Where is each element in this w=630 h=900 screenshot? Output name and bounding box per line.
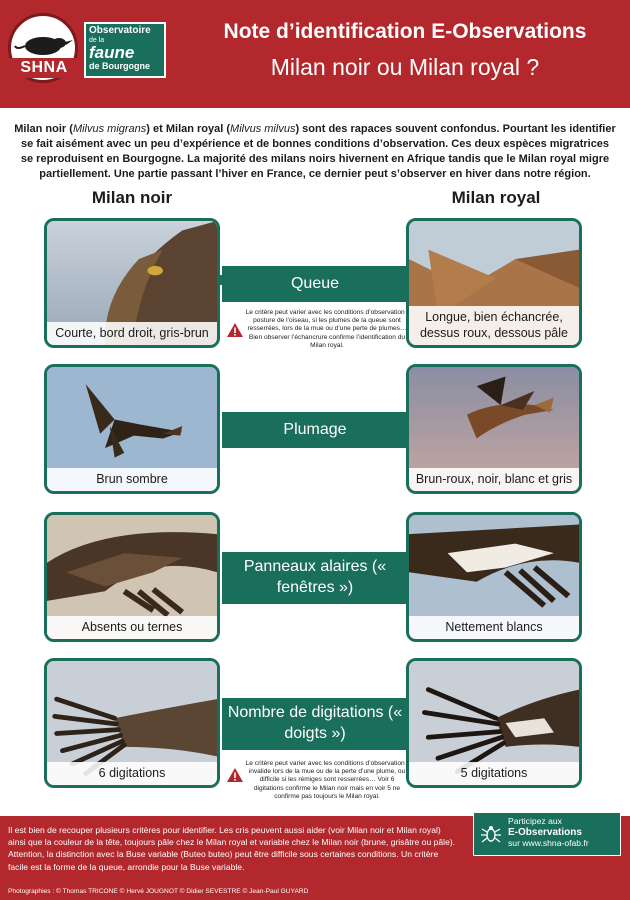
intro-sci-name: Milvus migrans [72, 123, 147, 135]
caption-milan-noir-plumage: Brun sombre [47, 468, 217, 491]
logo-observatory [84, 22, 166, 78]
criterion-label-panneaux: Panneaux alaires (« fenêtres ») [243, 558, 387, 596]
card-milan-royal-panneaux[interactable] [406, 512, 582, 642]
caption-milan-royal-plumage: Brun-roux, noir, blanc et gris [409, 468, 579, 491]
logo-acronym: SHNA [8, 58, 80, 78]
warning-note-digitations: Le critère peut varier avec les conditions d’observation : invalide lors de la mue ou de la perte d’une plume, ou difficile si les rémiges sont resserrées… Voir 6 digitations confirme le Milan noir mais en voir 5 ne confirme pas toujours le Milan royal. [245, 760, 409, 800]
caption-milan-noir-queue: Courte, bord droit, gris-brun [47, 322, 217, 345]
column-header-milan-noir: Milan noir [91, 188, 173, 207]
warning-icon [226, 322, 244, 338]
column-header-milan-royal: Milan royal [451, 188, 541, 207]
cta-line2: E-Observations [508, 827, 582, 838]
intro-paragraph [14, 122, 616, 182]
warning-note-queue: Le critère peut varier avec les conditions d’observation : posture de l’oiseau, si les plumes de la queue sont resserrées, lors de la mue ou d’une perte de plumes… Bien observer l’échancrure confirme l’identification du Milan royal. [245, 309, 409, 349]
criterion-band-plumage [222, 412, 408, 448]
warning-icon [226, 767, 244, 783]
card-milan-royal-queue[interactable] [406, 218, 582, 348]
logo-line2: de la [89, 36, 105, 44]
logo-line1: Observatoire [89, 25, 151, 36]
caption-milan-royal-queue: Longue, bien échancrée, dessus roux, dessous pâle [409, 306, 579, 345]
caption-milan-royal-panneaux: Nettement blancs [409, 616, 579, 639]
intro-part: ) et Milan royal ( [146, 123, 231, 135]
card-milan-royal-digitations[interactable] [406, 658, 582, 788]
insect-icon [480, 823, 502, 845]
criterion-band-queue [222, 266, 408, 302]
e-observations-link[interactable] [473, 812, 621, 856]
caption-milan-royal-digitations: 5 digitations [409, 762, 579, 785]
card-milan-noir-digitations[interactable] [44, 658, 220, 788]
criterion-band-panneaux [222, 552, 408, 604]
intro-part: ) sont des rapaces souvent confondus. Pourtant les identifier se fait aisément avec un peu d’expérience et de bonnes conditions d’observation. Ces deux espèces migratrices se reproduisent en Bourgogne. La majorité des milans noirs hivernent en Afrique tandis que le Milan royal migre partiellement. Une partie passant l’hiver en France, ce dernier peut s’observer en hiver dans notre région. [20, 123, 616, 180]
intro-sci-name: Milvus milvus [230, 123, 296, 135]
page-subtitle: Milan noir ou Milan royal ? [270, 54, 540, 80]
caption-milan-noir-digitations: 6 digitations [47, 762, 217, 785]
header [0, 0, 630, 108]
criterion-label-queue: Queue [290, 275, 340, 292]
card-milan-royal-plumage[interactable] [406, 364, 582, 494]
card-milan-noir-plumage[interactable] [44, 364, 220, 494]
shna-logo[interactable] [0, 0, 180, 108]
cta-line1: Participez aux [508, 816, 562, 826]
page-title: Note d’identification E-Observations [223, 20, 587, 43]
card-milan-noir-panneaux[interactable] [44, 512, 220, 642]
caption-milan-noir-panneaux: Absents ou ternes [47, 616, 217, 639]
intro-part: Milan noir ( [14, 123, 73, 135]
logo-line3: faune [89, 42, 135, 62]
criterion-label-plumage: Plumage [283, 421, 347, 438]
logo-line4: de Bourgogne [89, 60, 150, 71]
photo-credits: Photographies : © Thomas TRICONE © Hervé JOUGNOT © Didier SEVESTRE © Jean-Paul GUYARD [8, 888, 309, 895]
cta-line3: sur www.shna-ofab.fr [508, 838, 589, 848]
criterion-label-digitations: Nombre de digitations (« doigts ») [227, 704, 403, 742]
footer-text: Il est bien de recouper plusieurs critères pour identifier. Les cris peuvent aussi aider (voir Milan noir et Milan royal) ainsi que la couleur de la tête, toujours pâle chez le Milan royal et variable chez le Milan noir (brune, grisâtre ou pâle). Attention, la distinction avec la Buse variable (Buteo buteo) peut être difficile sous certaines conditions. Un critère facile est la forme de la queue, arrondie pour la Buse variable. [8, 825, 456, 872]
criterion-band-digitations [222, 698, 408, 750]
card-milan-noir-queue[interactable] [44, 218, 220, 348]
